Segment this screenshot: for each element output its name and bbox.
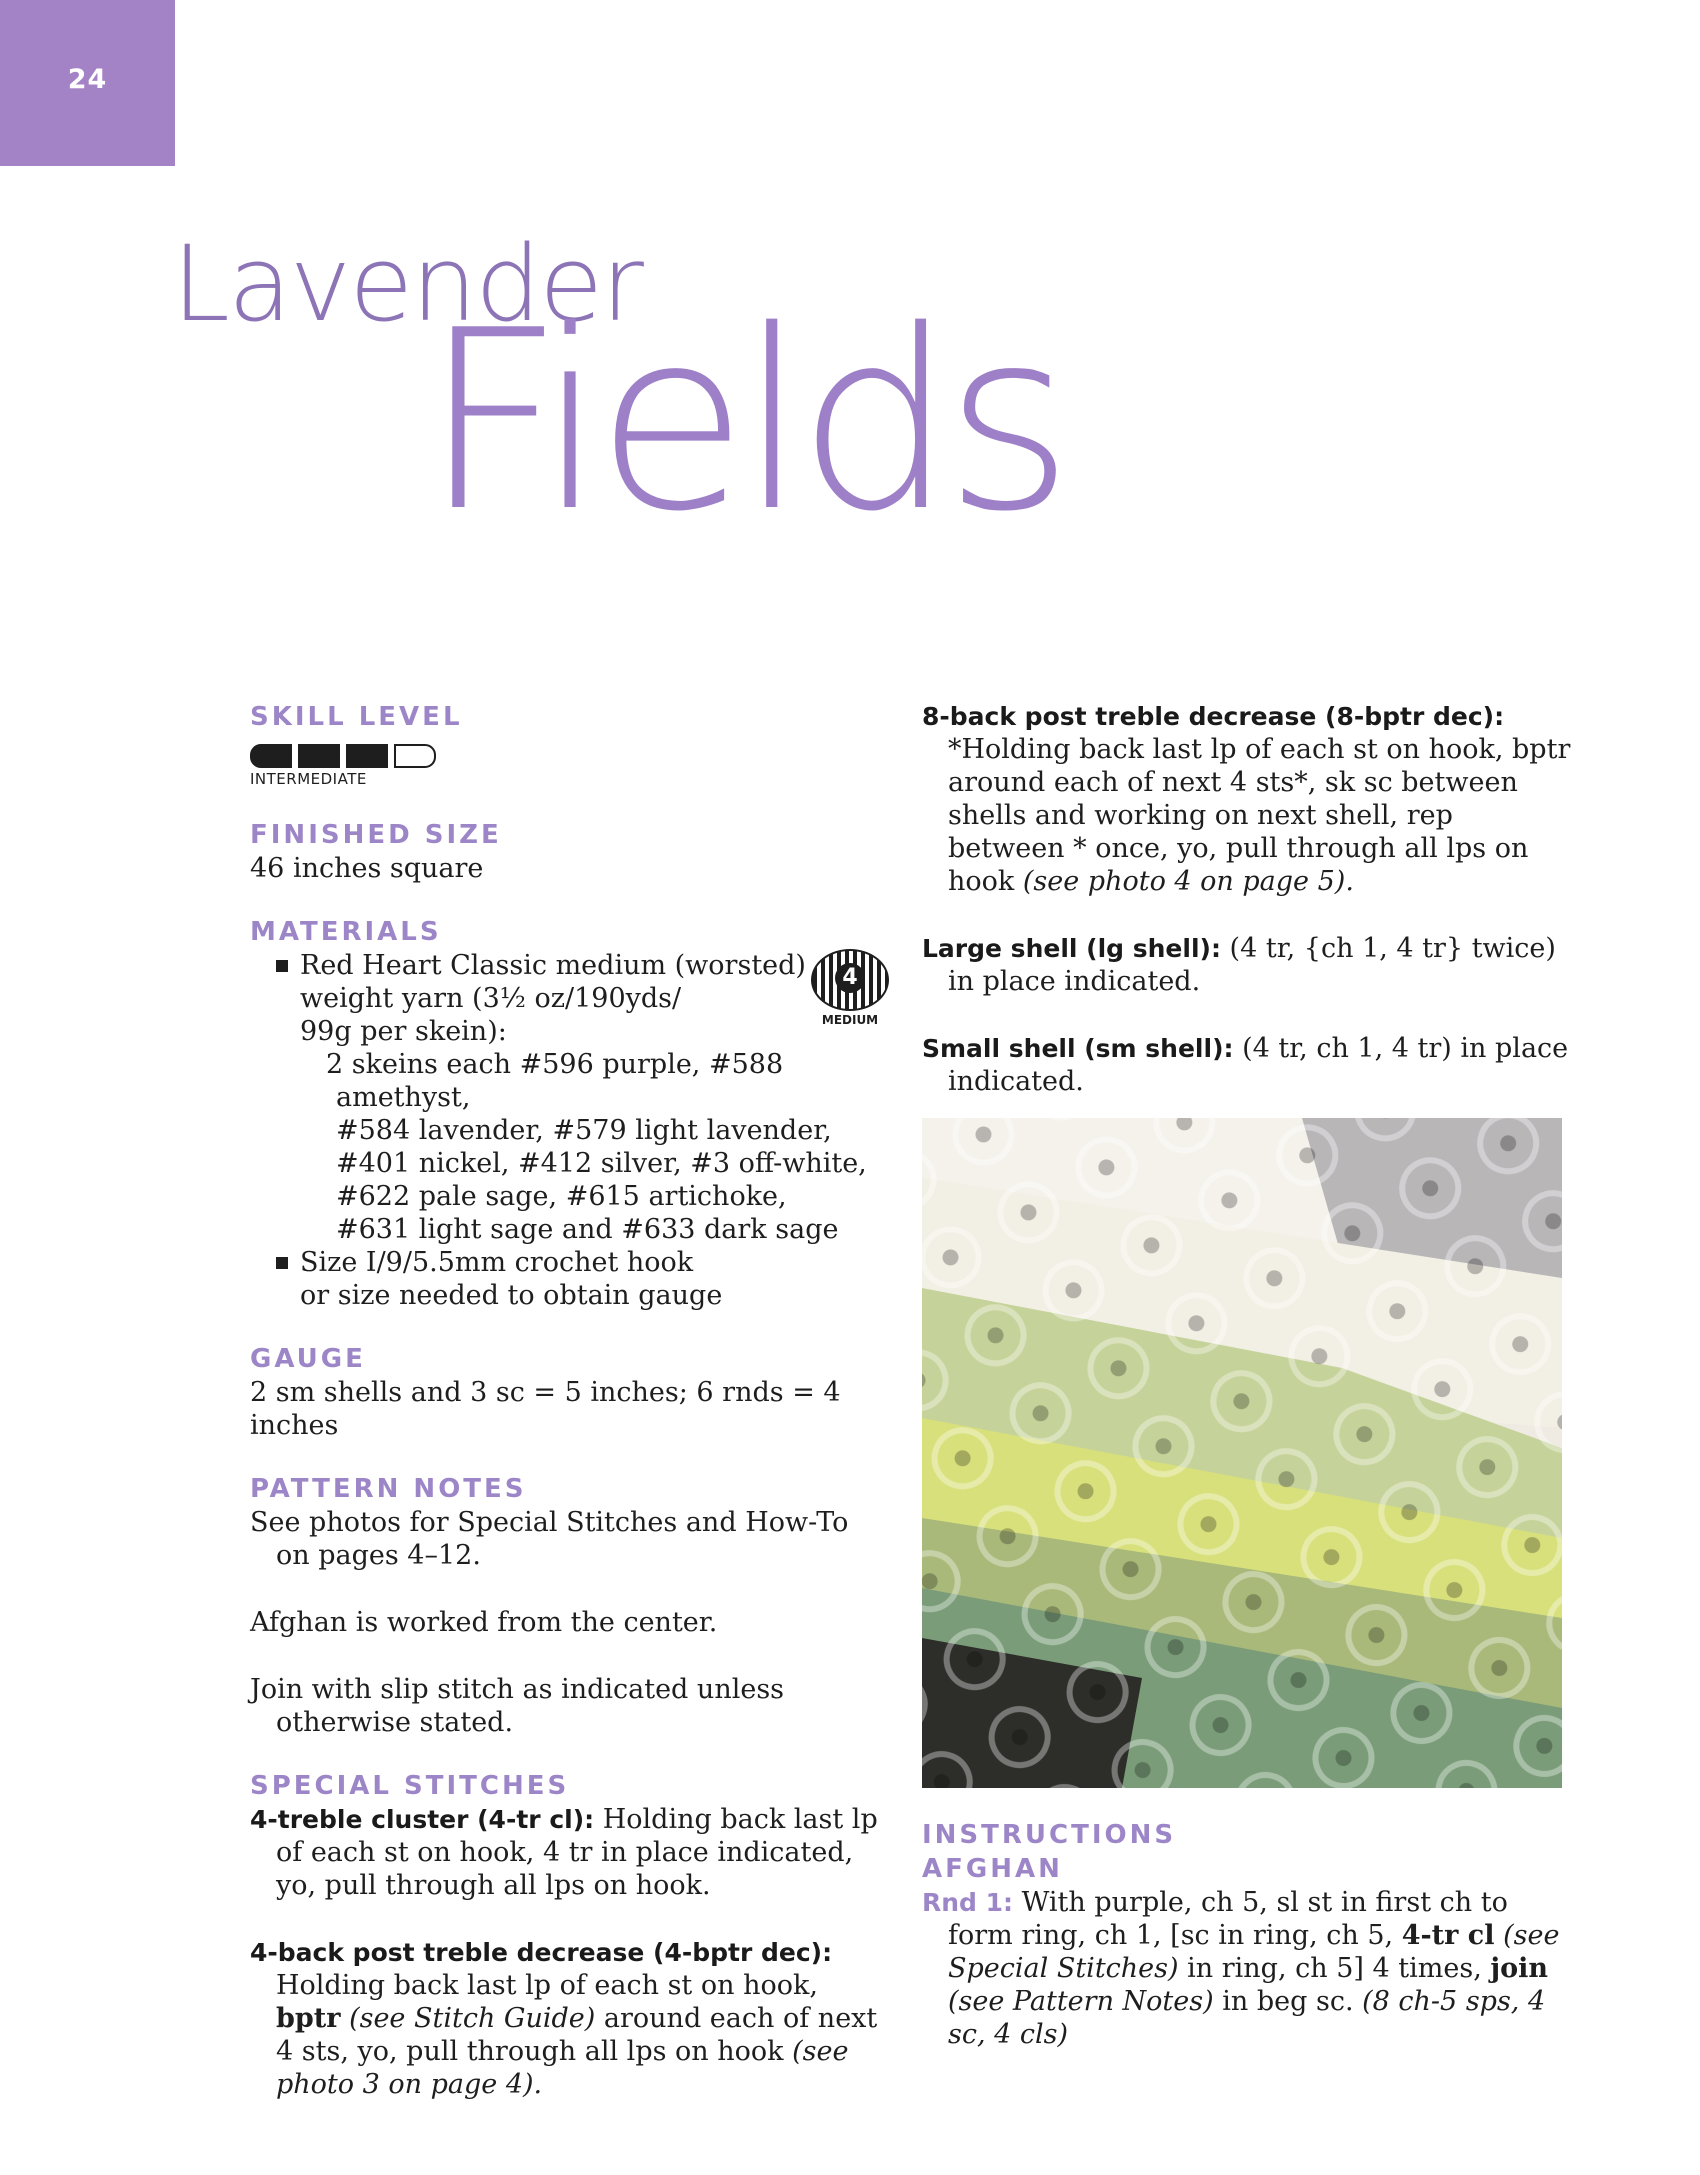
material-sub-line: #401 nickel, #412 silver, #3 off-white, bbox=[336, 1148, 867, 1179]
special-stitch-lg-shell bbox=[922, 932, 1572, 998]
material-sub-line: 2 skeins each #596 purple, #588 amethyst, bbox=[326, 1049, 784, 1113]
special-stitch-4bptr-dec bbox=[250, 1936, 890, 2101]
stitch-bold: bptr bbox=[276, 2003, 341, 2034]
skill-block-filled bbox=[346, 744, 388, 768]
skill-block-filled bbox=[250, 744, 292, 768]
material-line: Red Heart Classic medium (worsted) bbox=[300, 950, 806, 981]
round-label: Rnd 1: bbox=[922, 1888, 1014, 1917]
stitch-description: (4 tr, {ch 1, 4 tr} twice) in place indicated. bbox=[948, 933, 1556, 997]
round-text: With purple, ch 5, sl st in first ch to form ring, ch 1, [sc in ring, ch 5, bbox=[948, 1887, 1508, 1951]
material-item-hook bbox=[250, 1246, 890, 1312]
material-line: or size needed to obtain gauge bbox=[300, 1280, 723, 1311]
material-line: weight yarn (3½ oz/190yds/ bbox=[300, 983, 682, 1014]
stitch-description: (4 tr, ch 1, 4 tr) in place indicated. bbox=[948, 1033, 1569, 1097]
stitch-reference: (see photo 4 on page 5). bbox=[1022, 866, 1354, 897]
stitch-term: 8-back post treble decrease (8-bptr dec): bbox=[922, 702, 1505, 731]
stitch-description: Holding back last lp of each st on hook, 4 tr in place indicated, yo, pull through all lps on hook. bbox=[276, 1804, 878, 1901]
yarn-weight-number: 4 bbox=[835, 963, 865, 993]
round-bold: join bbox=[1490, 1953, 1549, 1984]
pattern-notes-heading: PATTERN NOTES bbox=[250, 1474, 527, 1504]
instructions-heading: INSTRUCTIONS bbox=[922, 1820, 1177, 1850]
left-column bbox=[250, 700, 890, 2101]
material-line: Size I/9/5.5mm crochet hook bbox=[300, 1247, 694, 1278]
special-stitch-4tr-cl bbox=[250, 1803, 890, 1902]
skill-block-filled bbox=[298, 744, 340, 768]
gauge-heading: GAUGE bbox=[250, 1344, 366, 1374]
bullet-square-icon bbox=[276, 1257, 288, 1269]
round-text: in beg sc. bbox=[1222, 1986, 1354, 2017]
pattern-note: Afghan is worked from the center. bbox=[250, 1607, 718, 1638]
special-stitch-sm-shell bbox=[922, 1032, 1572, 1098]
material-sub-line: #584 lavender, #579 light lavender, bbox=[336, 1115, 832, 1146]
material-sub-line: #631 light sage and #633 dark sage bbox=[336, 1214, 839, 1245]
title-fields: Fields bbox=[422, 278, 1064, 566]
round-count: (8 ch-5 sps, 4 sc, 4 cls) bbox=[948, 1986, 1546, 2050]
materials-heading: MATERIALS bbox=[250, 917, 442, 947]
material-item-yarn bbox=[250, 949, 890, 1246]
finished-size-text: 46 inches square bbox=[250, 853, 484, 884]
stitch-description: *Holding back last lp of each st on hook, bptr around each of next 4 sts*, sk sc between shells and working on next shell, rep between * once, yo, pull through all lps on hook bbox=[948, 734, 1571, 897]
stitch-term: 4-back post treble decrease (4-bptr dec): bbox=[250, 1938, 833, 1967]
stitch-reference: (see photo 3 on page 4). bbox=[276, 2036, 849, 2100]
material-sub-line: #622 pale sage, #615 artichoke, bbox=[336, 1181, 787, 1212]
afghan-subheading: AFGHAN bbox=[922, 1854, 1063, 1884]
round-bold: 4-tr cl bbox=[1401, 1920, 1495, 1951]
stitch-description: Holding back last lp of each st on hook, bbox=[276, 1970, 818, 2001]
special-stitches-heading: SPECIAL STITCHES bbox=[250, 1771, 570, 1801]
stitch-reference: (see Stitch Guide) bbox=[349, 2003, 596, 2034]
stitch-term: Large shell (lg shell): bbox=[922, 934, 1221, 963]
afghan-photo bbox=[922, 1118, 1562, 1788]
round-reference: (see Special Stitches) bbox=[948, 1920, 1560, 1984]
round-text: in ring, ch 5] 4 times, bbox=[1187, 1953, 1482, 1984]
bullet-square-icon bbox=[276, 960, 288, 972]
right-column bbox=[922, 700, 1572, 2051]
round-1-instruction bbox=[922, 1886, 1572, 2051]
material-line: 99g per skein): bbox=[300, 1016, 507, 1047]
skill-level-meter bbox=[250, 744, 890, 768]
crochet-photo-illustration bbox=[922, 1118, 1562, 1788]
materials-list bbox=[250, 949, 890, 1312]
stitch-description: around each of next 4 sts, yo, pull through all lps on hook bbox=[276, 2003, 878, 2067]
title-lavender: Lavender bbox=[172, 223, 642, 345]
stitch-term: 4-treble cluster (4-tr cl): bbox=[250, 1805, 595, 1834]
skill-level-heading: SKILL LEVEL bbox=[250, 702, 463, 732]
special-stitch-8bptr-dec bbox=[922, 700, 1572, 898]
gauge-text: 2 sm shells and 3 sc = 5 inches; 6 rnds = 4 inches bbox=[250, 1377, 841, 1441]
skill-level-label: INTERMEDIATE bbox=[250, 770, 367, 788]
page-number: 24 bbox=[67, 64, 108, 95]
pattern-note: Join with slip stitch as indicated unless otherwise stated. bbox=[250, 1674, 785, 1738]
pattern-note: See photos for Special Stitches and How-To on pages 4–12. bbox=[250, 1507, 849, 1571]
round-reference: (see Pattern Notes) bbox=[948, 1986, 1214, 2017]
skill-block-empty bbox=[394, 744, 436, 768]
finished-size-heading: FINISHED SIZE bbox=[250, 820, 502, 850]
yarn-weight-label: MEDIUM bbox=[821, 1013, 879, 1027]
stitch-term: Small shell (sm shell): bbox=[922, 1034, 1234, 1063]
